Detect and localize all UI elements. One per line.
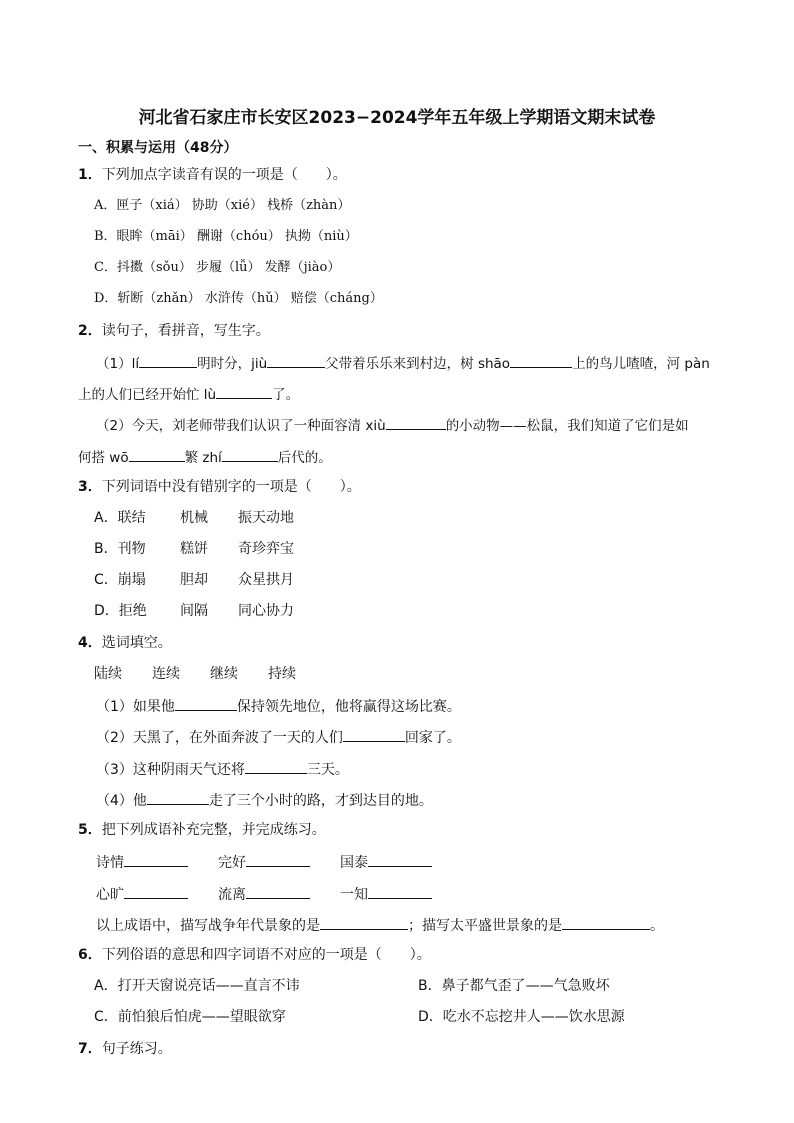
idiom-prefix: 流离 (218, 887, 246, 903)
answer-blank[interactable] (386, 415, 446, 430)
text-segment: 明时分，jiù (197, 356, 268, 372)
option-a: A．打开天窗说亮话——直言不讳 (94, 978, 300, 994)
text-segment: 的小动物——松鼠，我们知道了它们是如 (445, 418, 689, 434)
answer-blank[interactable] (246, 852, 310, 867)
text-segment: 上的鸟儿喳喳，河 pàn (572, 356, 710, 372)
text-segment: 繁 zhí (184, 450, 222, 466)
question-number: 2． (78, 323, 102, 339)
option-a: A．匣子（xiá） 协助（xié） 栈桥（zhàn） (94, 198, 351, 213)
answer-blank[interactable] (216, 384, 272, 399)
word: B．刊物 (94, 541, 146, 557)
q2-paragraph-1 (96, 353, 710, 373)
answer-blank[interactable] (267, 353, 325, 368)
idiom-prefix: 完好 (218, 855, 246, 871)
word: 持续 (268, 666, 296, 682)
word: 糕饼 (180, 541, 208, 557)
question-stem: 下列词语中没有错别字的一项是（ ）。 (101, 479, 361, 495)
text-segment: （4）他 (96, 793, 147, 809)
text-segment: 了。 (272, 387, 300, 403)
option-b (94, 540, 294, 560)
text-segment: ；描写太平盛世景象的是 (408, 918, 562, 934)
answer-blank[interactable] (124, 884, 188, 899)
question-stem: 句子练习。 (101, 1041, 172, 1057)
option-d: D．斩断（zhǎn） 水浒传（hǔ） 赔偿（cháng） (94, 291, 383, 306)
question-5 (78, 821, 326, 841)
word: D．拒绝 (94, 603, 147, 619)
option-c: C．前怕狼后怕虎——望眼欲穿 (94, 1009, 286, 1025)
text-segment: 保持领先地位，他将赢得这场比赛。 (236, 699, 461, 715)
option-a (94, 509, 294, 529)
word: 间隔 (180, 603, 208, 619)
answer-blank[interactable] (510, 353, 572, 368)
word: 陆续 (94, 666, 122, 682)
text-segment: （1）如果他 (96, 699, 175, 715)
question-4 (78, 634, 172, 654)
text-segment: （1）lí (96, 356, 140, 372)
idiom-summary (96, 915, 664, 935)
question-stem: 选词填空。 (101, 635, 172, 651)
word: 胆却 (180, 572, 208, 588)
text-segment: 。 (650, 918, 664, 934)
text-segment: （2）天黑了，在外面奔波了一天的人们 (96, 730, 343, 746)
question-stem: 下列俗语的意思和四字词语不对应的一项是（ ）。 (101, 947, 431, 963)
question-6 (78, 946, 431, 966)
option-d: D．吃水不忘挖井人——饮水思源 (418, 1009, 625, 1025)
answer-blank[interactable] (343, 727, 405, 742)
option-b: B．鼻子都气歪了——气急败坏 (418, 978, 610, 994)
answer-blank[interactable] (175, 696, 237, 711)
word: 振天动地 (238, 510, 294, 526)
text-segment: 走了三个小时的路，才到达目的地。 (208, 793, 433, 809)
option-c: C．抖擞（sǒu） 步履（lǚ） 发酵（jiào） (94, 260, 341, 275)
text-segment: 三天。 (306, 762, 349, 778)
answer-blank[interactable] (139, 353, 197, 368)
text-segment: 何搭 wō (78, 450, 129, 466)
q2-paragraph-1-cont (78, 384, 299, 404)
answer-blank[interactable] (147, 790, 209, 805)
text-segment: 上的人们已经开始忙 lù (78, 387, 217, 403)
question-number: 3． (78, 479, 102, 495)
question-3 (78, 478, 361, 498)
answer-blank[interactable] (320, 915, 408, 930)
word: 同心协力 (238, 603, 294, 619)
option-b: B．眼眸（māi） 酬谢（chóu） 执拗（niù） (94, 229, 358, 244)
idiom-prefix: 诗情 (96, 855, 124, 871)
answer-blank[interactable] (562, 915, 650, 930)
question-number: 4． (78, 635, 102, 651)
word: A．联结 (94, 510, 146, 526)
question-2 (78, 322, 270, 342)
page-title: 河北省石家庄市长安区2023−2024学年五年级上学期语文期末试卷 (138, 108, 656, 128)
text-segment: 以上成语中，描写战争年代景象的是 (96, 918, 320, 934)
question-7 (78, 1040, 172, 1060)
answer-blank[interactable] (245, 759, 307, 774)
text-segment: （3）这种阴雨天气还将 (96, 762, 245, 778)
question-1 (78, 166, 347, 186)
question-number: 1． (78, 167, 102, 183)
answer-blank[interactable] (368, 884, 432, 899)
word: 继续 (210, 666, 238, 682)
q2-paragraph-2-cont (78, 447, 332, 467)
text-segment: 父带着乐乐来到村边，树 shāo (325, 356, 511, 372)
q4-sentence-3 (96, 759, 349, 779)
q4-sentence-4 (96, 790, 433, 810)
question-stem: 把下列成语补充完整，并完成练习。 (101, 822, 326, 838)
option-d (94, 602, 294, 622)
text-segment: （2）今天，刘老师带我们认识了一种面容清 xiù (96, 418, 386, 434)
question-number: 6． (78, 947, 102, 963)
word: 机械 (180, 510, 208, 526)
word: 奇珍弈宝 (238, 541, 294, 557)
answer-blank[interactable] (246, 884, 310, 899)
question-number: 5． (78, 822, 102, 838)
question-stem: 读句子，看拼音，写生字。 (101, 323, 270, 339)
option-c (94, 571, 294, 591)
q2-paragraph-2 (96, 415, 689, 435)
idiom-row-2 (96, 884, 432, 904)
text-segment: 后代的。 (277, 450, 332, 466)
word: 众星拱月 (238, 572, 294, 588)
answer-blank[interactable] (129, 447, 185, 462)
section-heading: 一、积累与运用（48分） (78, 140, 238, 156)
word-bank (94, 665, 296, 685)
question-stem: 下列加点字读音有误的一项是（ ）。 (101, 167, 347, 183)
question-number: 7． (78, 1041, 102, 1057)
q4-sentence-1 (96, 696, 461, 716)
answer-blank[interactable] (124, 852, 188, 867)
answer-blank[interactable] (222, 447, 278, 462)
idiom-prefix: 一知 (340, 887, 368, 903)
answer-blank[interactable] (368, 852, 432, 867)
idiom-prefix: 心旷 (96, 887, 124, 903)
word: C．崩塌 (94, 572, 146, 588)
word: 连续 (152, 666, 180, 682)
idiom-row-1 (96, 852, 432, 872)
text-segment: 回家了。 (404, 730, 461, 746)
q4-sentence-2 (96, 727, 461, 747)
idiom-prefix: 国泰 (340, 855, 368, 871)
